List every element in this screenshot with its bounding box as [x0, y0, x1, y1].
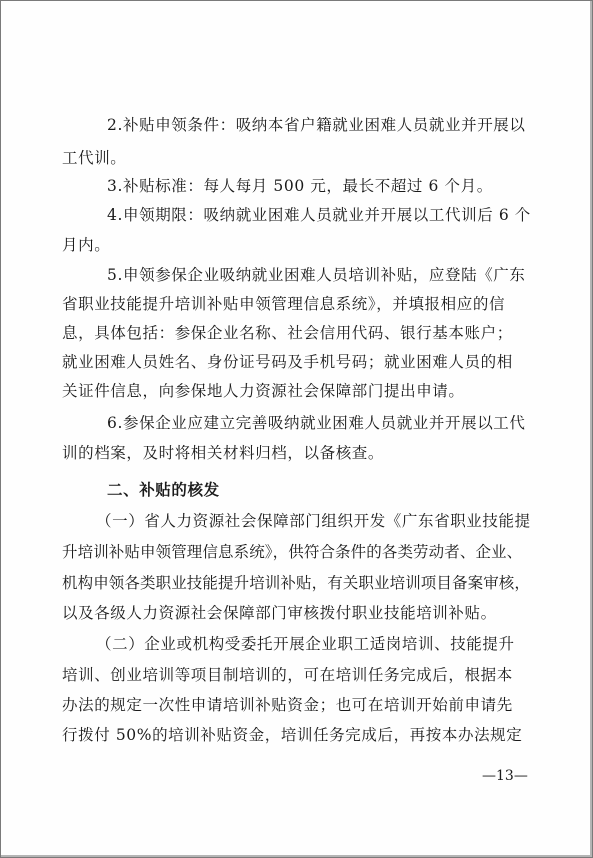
text-line-5: 月内。	[62, 236, 111, 254]
text-line-14: （一）省人力资源社会保障部门组织开发《广东省职业技能提	[96, 512, 531, 530]
text-line-4: 4.申领期限：吸纳就业困难人员就业并开展以工代训后 6 个	[107, 206, 531, 224]
text-line-18: （二）企业或机构受委托开展企业职工适岗培训、技能提升	[96, 635, 515, 653]
text-line-7: 省职业技能提升培训补贴申领管理信息系统》，并填报相应的信	[62, 295, 506, 313]
section-heading: 二、补贴的核发	[107, 481, 220, 499]
text-line-2: 工代训。	[62, 149, 127, 167]
text-line-21: 行拨付 50%的培训补贴资金，培训任务完成后，再按本办法规定	[62, 726, 523, 744]
text-line-12: 训的档案，及时将相关材料归档，以备核查。	[62, 444, 385, 462]
text-line-20: 办法的规定一次性申请培训补贴资金；也可在培训开始前申请先	[62, 696, 513, 714]
text-line-15: 升培训补贴申领管理信息系统》，供符合条件的各类劳动者、企业、	[62, 543, 523, 561]
text-line-6: 5.申领参保企业吸纳就业困难人员培训补贴，应登陆《广东	[107, 266, 526, 284]
text-line-3: 3.补贴标准：每人每月 500 元，最长不超过 6 个月。	[107, 177, 493, 195]
text-line-1: 2.补贴申领条件：吸纳本省户籍就业困难人员就业并开展以	[107, 116, 526, 134]
text-line-17: 以及各级人力资源社会保障部门审核拨付职业技能培训补贴。	[62, 604, 497, 622]
text-line-8: 息，具体包括：参保企业名称、社会信用代码、银行基本账户；	[62, 324, 513, 342]
text-line-16: 机构申领各类职业技能提升培训补贴，有关职业培训项目备案审核，	[62, 574, 531, 592]
text-line-9: 就业困难人员姓名、身份证号码及手机号码；就业困难人员的相	[62, 353, 513, 371]
page-number: —13—	[482, 768, 528, 784]
text-line-19: 培训、创业培训等项目制培训的，可在培训任务完成后，根据本	[62, 666, 513, 684]
text-line-10: 关证件信息，向参保地人力资源社会保障部门提出申请。	[62, 382, 465, 400]
text-line-11: 6.参保企业应建立完善吸纳就业困难人员就业并开展以工代	[107, 414, 526, 432]
